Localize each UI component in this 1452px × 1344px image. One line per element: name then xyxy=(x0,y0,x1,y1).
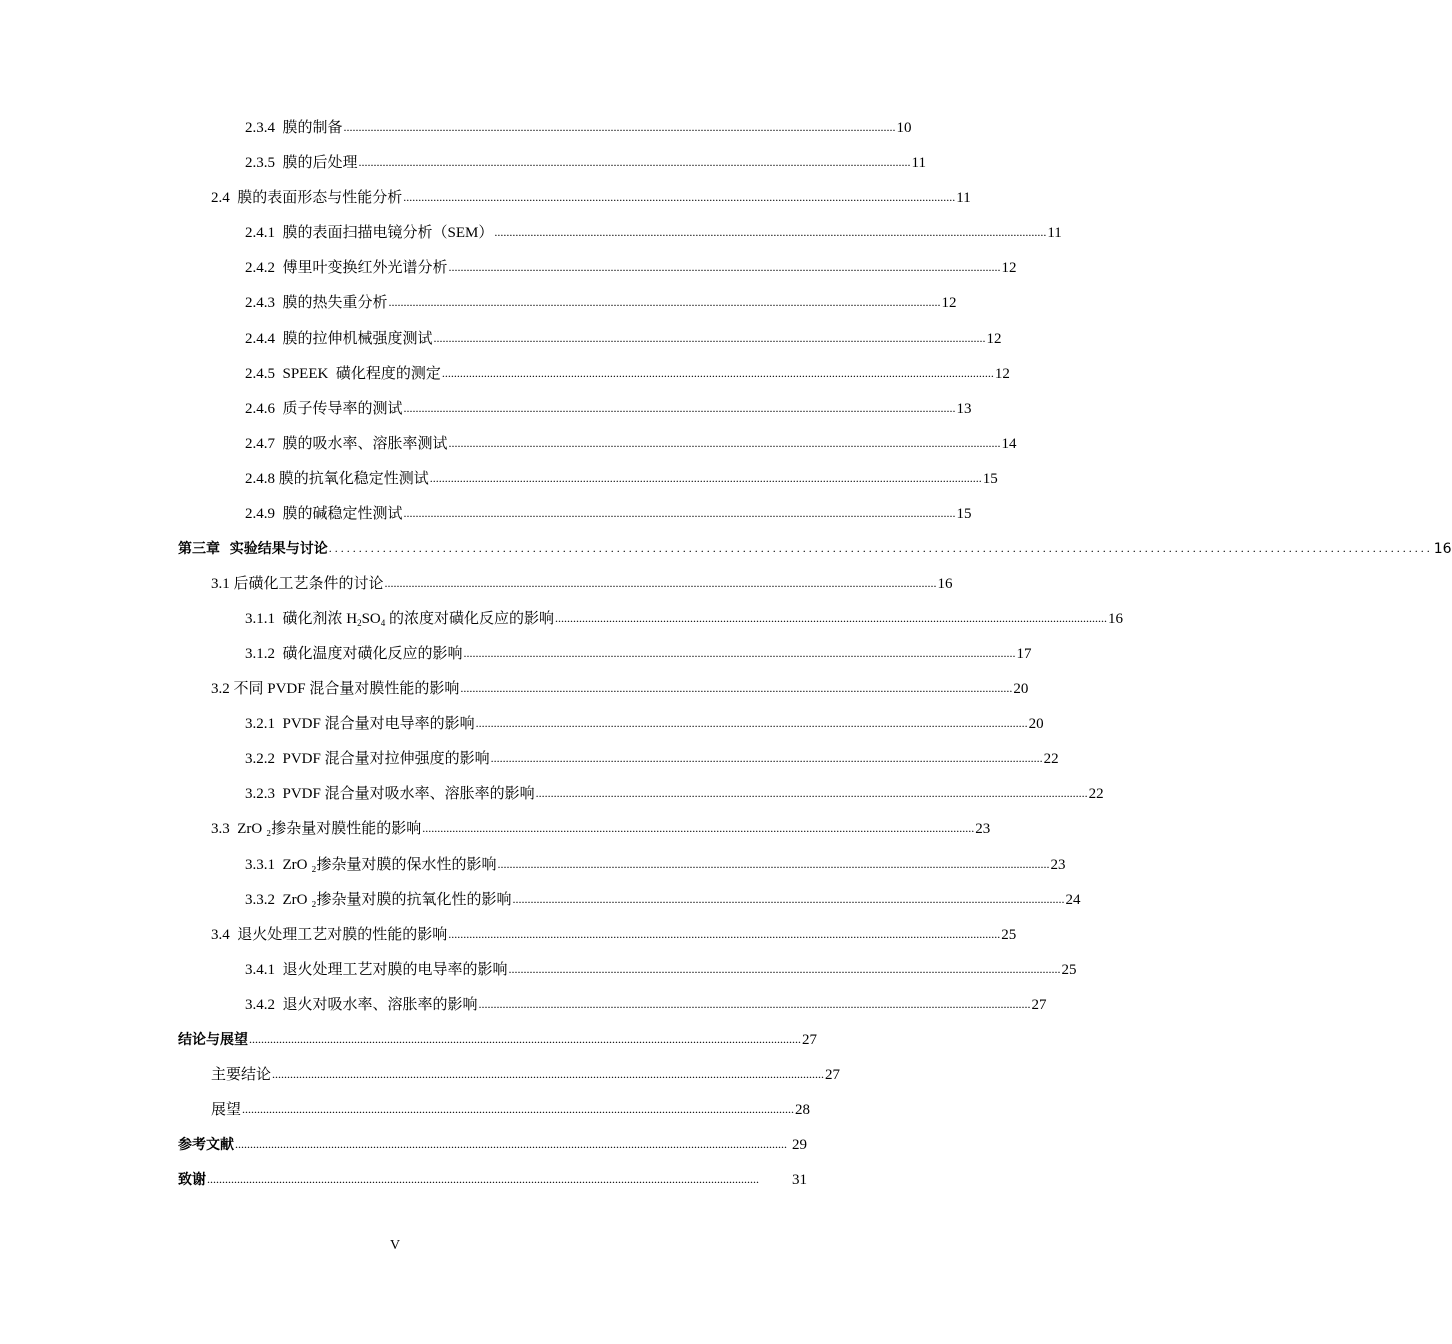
toc-entry-page: 24 xyxy=(1065,892,1081,908)
toc-chapter-entry[interactable] xyxy=(178,1023,817,1058)
toc-entry-label: 3.3 ZrO ₂掺杂量对膜性能的影响 xyxy=(211,821,422,837)
toc-entry-label: 2.4.7 膜的吸水率、溶胀率测试 xyxy=(245,436,448,452)
toc-leader-dots: ........................................................................................................................................................................................ xyxy=(535,786,1088,800)
toc-entry-page: 11 xyxy=(1047,225,1062,241)
toc-entry-page: 23 xyxy=(975,821,991,837)
toc-entry-page: 15 xyxy=(982,471,998,487)
subscript: 4 xyxy=(380,618,386,628)
toc-entry[interactable] xyxy=(245,216,1062,251)
toc-entry[interactable] xyxy=(245,497,972,532)
toc-entry[interactable] xyxy=(211,1058,841,1093)
toc-leader-dots: ........................................................................................................................................................................................ xyxy=(448,260,1001,274)
toc-leader-dots: ........................................................................................................................................................................................ xyxy=(388,295,941,309)
toc-leader-dots: ........................................................................................................................................................................................ xyxy=(448,436,1001,450)
toc-entry-page: 20 xyxy=(1013,681,1029,697)
toc-leader-dots: ........................................................................................................................................................................................ xyxy=(403,401,956,415)
toc-entry[interactable] xyxy=(245,742,1059,777)
toc-entry[interactable] xyxy=(245,462,998,497)
toc-entry-label: 参考文献 xyxy=(178,1137,234,1153)
toc-entry-label: 2.4.4 膜的拉伸机械强度测试 xyxy=(245,331,433,347)
toc-leader-dots: ........................................................................................................................................................................................ xyxy=(555,611,1108,625)
toc-leader-dots: ........................................................................................................................................................................................ xyxy=(508,962,1061,976)
toc-entry-label: 2.4.6 质子传导率的测试 xyxy=(245,401,403,417)
toc-entry-page: 12 xyxy=(986,331,1002,347)
toc-entry-label: 3.2 不同 PVDF 混合量对膜性能的影响 xyxy=(211,681,460,697)
toc-entry[interactable] xyxy=(245,146,926,181)
toc-entry[interactable] xyxy=(245,637,1032,672)
page-number: V xyxy=(389,1238,401,1253)
toc-leader-dots: ........................................................................................................................................................................................ xyxy=(272,1067,825,1081)
toc-leader-dots: ........................................................................................................................................................................................ xyxy=(242,1102,795,1116)
toc-entry-label xyxy=(245,602,554,637)
toc-entry-page: 22 xyxy=(1088,786,1104,802)
toc-entry-label: 3.4.1 退火处理工艺对膜的电导率的影响 xyxy=(245,962,508,978)
toc-entry-page: 22 xyxy=(1043,751,1059,767)
toc-entry-page: 14 xyxy=(1001,436,1017,452)
toc-leader-dots: ........................................................................................................................................................................................ xyxy=(494,225,1047,239)
toc-entry-page: 28 xyxy=(795,1102,811,1118)
toc-entry-label: 3.4.2 退火对吸水率、溶胀率的影响 xyxy=(245,997,478,1013)
toc-leader-dots: ........................................................................................................................................................................................ xyxy=(478,997,1031,1011)
toc-entry-label: 2.4.5 SPEEK 磺化程度的测定 xyxy=(245,366,441,382)
toc-entry-page: 12 xyxy=(941,295,957,311)
toc-entry-label: 2.4.8 膜的抗氧化稳定性测试 xyxy=(245,471,429,487)
toc-leader-dots: ........................................................................................................................................................................................ xyxy=(463,646,1016,660)
toc-chapter-entry[interactable] xyxy=(178,1163,807,1198)
toc-entry-label: 3.1 后磺化工艺条件的讨论 xyxy=(211,576,384,592)
toc-label-part: 的浓度对磺化反应的影响 xyxy=(385,611,555,627)
toc-entry[interactable] xyxy=(211,181,971,216)
toc-entry[interactable] xyxy=(245,427,1017,462)
toc-entry-label: 3.3.1 ZrO ₂掺杂量对膜的保水性的影响 xyxy=(245,857,497,873)
toc-leader-dots: ........................................................................................................................................................................................ xyxy=(403,190,956,204)
toc-leader-dots: ........................................................................................................................................................................................ xyxy=(497,857,1050,871)
toc-entry-page: 16 xyxy=(1433,541,1452,557)
toc-entry-label: 2.3.4 膜的制备 xyxy=(245,120,343,136)
toc-leader-dots: ........................................................................................................................................................................................ xyxy=(403,506,956,520)
toc-entry-page: 11 xyxy=(956,190,971,206)
toc-entry-label: 展望 xyxy=(211,1102,242,1118)
toc-entry[interactable] xyxy=(245,111,912,146)
toc-leader-dots: ........................................................................................................................................................................................ xyxy=(358,155,911,169)
toc-entry-label: 2.4.9 膜的碱稳定性测试 xyxy=(245,506,403,522)
toc-leader-dots: ........................................................................................................................................................................................ xyxy=(422,821,975,835)
toc-leader-dots: ........................................................................................................................................................................................ xyxy=(433,331,986,345)
toc-entry[interactable] xyxy=(211,567,953,602)
toc-entry-label: 主要结论 xyxy=(211,1067,272,1083)
toc-leader-dots: ........................................................................................................................................................................................ xyxy=(328,541,1433,555)
toc-entry-page: 15 xyxy=(956,506,972,522)
toc-leader-dots: ........................................................................................................................................................................................ xyxy=(475,716,1028,730)
toc-leader-dots: ........................................................................................................................................................................................ xyxy=(490,751,1043,765)
toc-entry-label: 3.2.2 PVDF 混合量对拉伸强度的影响 xyxy=(245,751,490,767)
toc-entry[interactable] xyxy=(245,988,1047,1023)
toc-leader-dots: ........................................................................................................................................................................................ xyxy=(235,1137,787,1151)
toc-entry-label: 3.1.2 磺化温度对磺化反应的影响 xyxy=(245,646,463,662)
toc-leader-dots: ........................................................................................................................................................................................ xyxy=(460,681,1013,695)
toc-entry-label: 2.4 膜的表面形态与性能分析 xyxy=(211,190,403,206)
toc-entry-page: 25 xyxy=(1001,927,1017,943)
toc-entry-page: 20 xyxy=(1028,716,1044,732)
toc-entry-label: 第三章 实验结果与讨论 xyxy=(178,541,328,557)
toc-entry[interactable] xyxy=(245,883,1081,918)
toc-leader-dots: ........................................................................................................................................................................................ xyxy=(343,120,896,134)
toc-leader-dots: ........................................................................................................................................................................................ xyxy=(441,366,994,380)
toc-entry-page: 31 xyxy=(792,1172,807,1188)
toc-chapter-entry[interactable] xyxy=(178,532,1452,567)
toc-leader-dots: ........................................................................................................................................................................................ xyxy=(448,927,1001,941)
toc-entry-page: 17 xyxy=(1016,646,1032,662)
toc-leader-dots: ........................................................................................................................................................................................ xyxy=(249,1032,801,1046)
toc-entry-page: 12 xyxy=(1001,260,1017,276)
toc-entry-page: 29 xyxy=(792,1137,807,1153)
toc-entry[interactable] xyxy=(245,707,1044,742)
toc-entry-label: 2.4.2 傅里叶变换红外光谱分析 xyxy=(245,260,448,276)
toc-label-part: 3.1.1 磺化剂浓 H xyxy=(245,611,358,627)
toc-entry[interactable] xyxy=(211,672,1029,707)
toc-entry[interactable] xyxy=(245,602,1124,637)
toc-label-part: SO xyxy=(361,611,381,627)
toc-entry-page: 27 xyxy=(802,1032,817,1048)
toc-entry-label: 2.4.3 膜的热失重分析 xyxy=(245,295,388,311)
toc-chapter-entry[interactable] xyxy=(178,1128,807,1163)
toc-entry-page: 25 xyxy=(1061,962,1077,978)
toc-entry[interactable] xyxy=(245,953,1077,988)
toc-leader-dots: ........................................................................................................................................................................................ xyxy=(384,576,937,590)
toc-entry-label: 3.3.2 ZrO ₂掺杂量对膜的抗氧化性的影响 xyxy=(245,892,512,908)
toc-leader-dots: ........................................................................................................................................................................................ xyxy=(429,471,982,485)
toc-entry-page: 13 xyxy=(956,401,972,417)
toc-entry-label: 致谢 xyxy=(178,1172,206,1188)
toc-entry-label: 3.2.1 PVDF 混合量对电导率的影响 xyxy=(245,716,475,732)
toc-entry[interactable] xyxy=(211,918,1017,953)
toc-entry-label: 结论与展望 xyxy=(178,1032,248,1048)
toc-entry-page: 10 xyxy=(896,120,912,136)
toc-entry[interactable] xyxy=(245,322,1002,357)
toc-entry-page: 12 xyxy=(994,366,1010,382)
subscript: 2 xyxy=(357,618,362,628)
toc-entry-page: 27 xyxy=(1031,997,1047,1013)
toc-entry[interactable] xyxy=(245,357,1010,392)
toc-entry-label: 2.4.1 膜的表面扫描电镜分析（SEM） xyxy=(245,225,494,241)
toc-entry[interactable] xyxy=(245,251,1017,286)
toc-entry[interactable] xyxy=(245,286,957,321)
toc-entry[interactable] xyxy=(245,392,972,427)
toc-entry-label: 3.2.3 PVDF 混合量对吸水率、溶胀率的影响 xyxy=(245,786,535,802)
toc-entry-label: 3.4 退火处理工艺对膜的性能的影响 xyxy=(211,927,448,943)
toc-entry-label: 2.3.5 膜的后处理 xyxy=(245,155,358,171)
toc-entry-page: 23 xyxy=(1050,857,1066,873)
toc-entry[interactable] xyxy=(211,812,991,847)
toc-entry-page: 27 xyxy=(825,1067,841,1083)
toc-entry-page: 11 xyxy=(911,155,926,171)
toc-leader-dots: ........................................................................................................................................................................................ xyxy=(207,1172,759,1186)
toc-entry[interactable] xyxy=(245,777,1104,812)
toc-entry[interactable] xyxy=(245,848,1066,883)
toc-entry-page: 16 xyxy=(1108,611,1124,627)
toc-entry-page: 16 xyxy=(937,576,953,592)
toc-entry[interactable] xyxy=(211,1093,811,1128)
toc-leader-dots: ........................................................................................................................................................................................ xyxy=(512,892,1065,906)
